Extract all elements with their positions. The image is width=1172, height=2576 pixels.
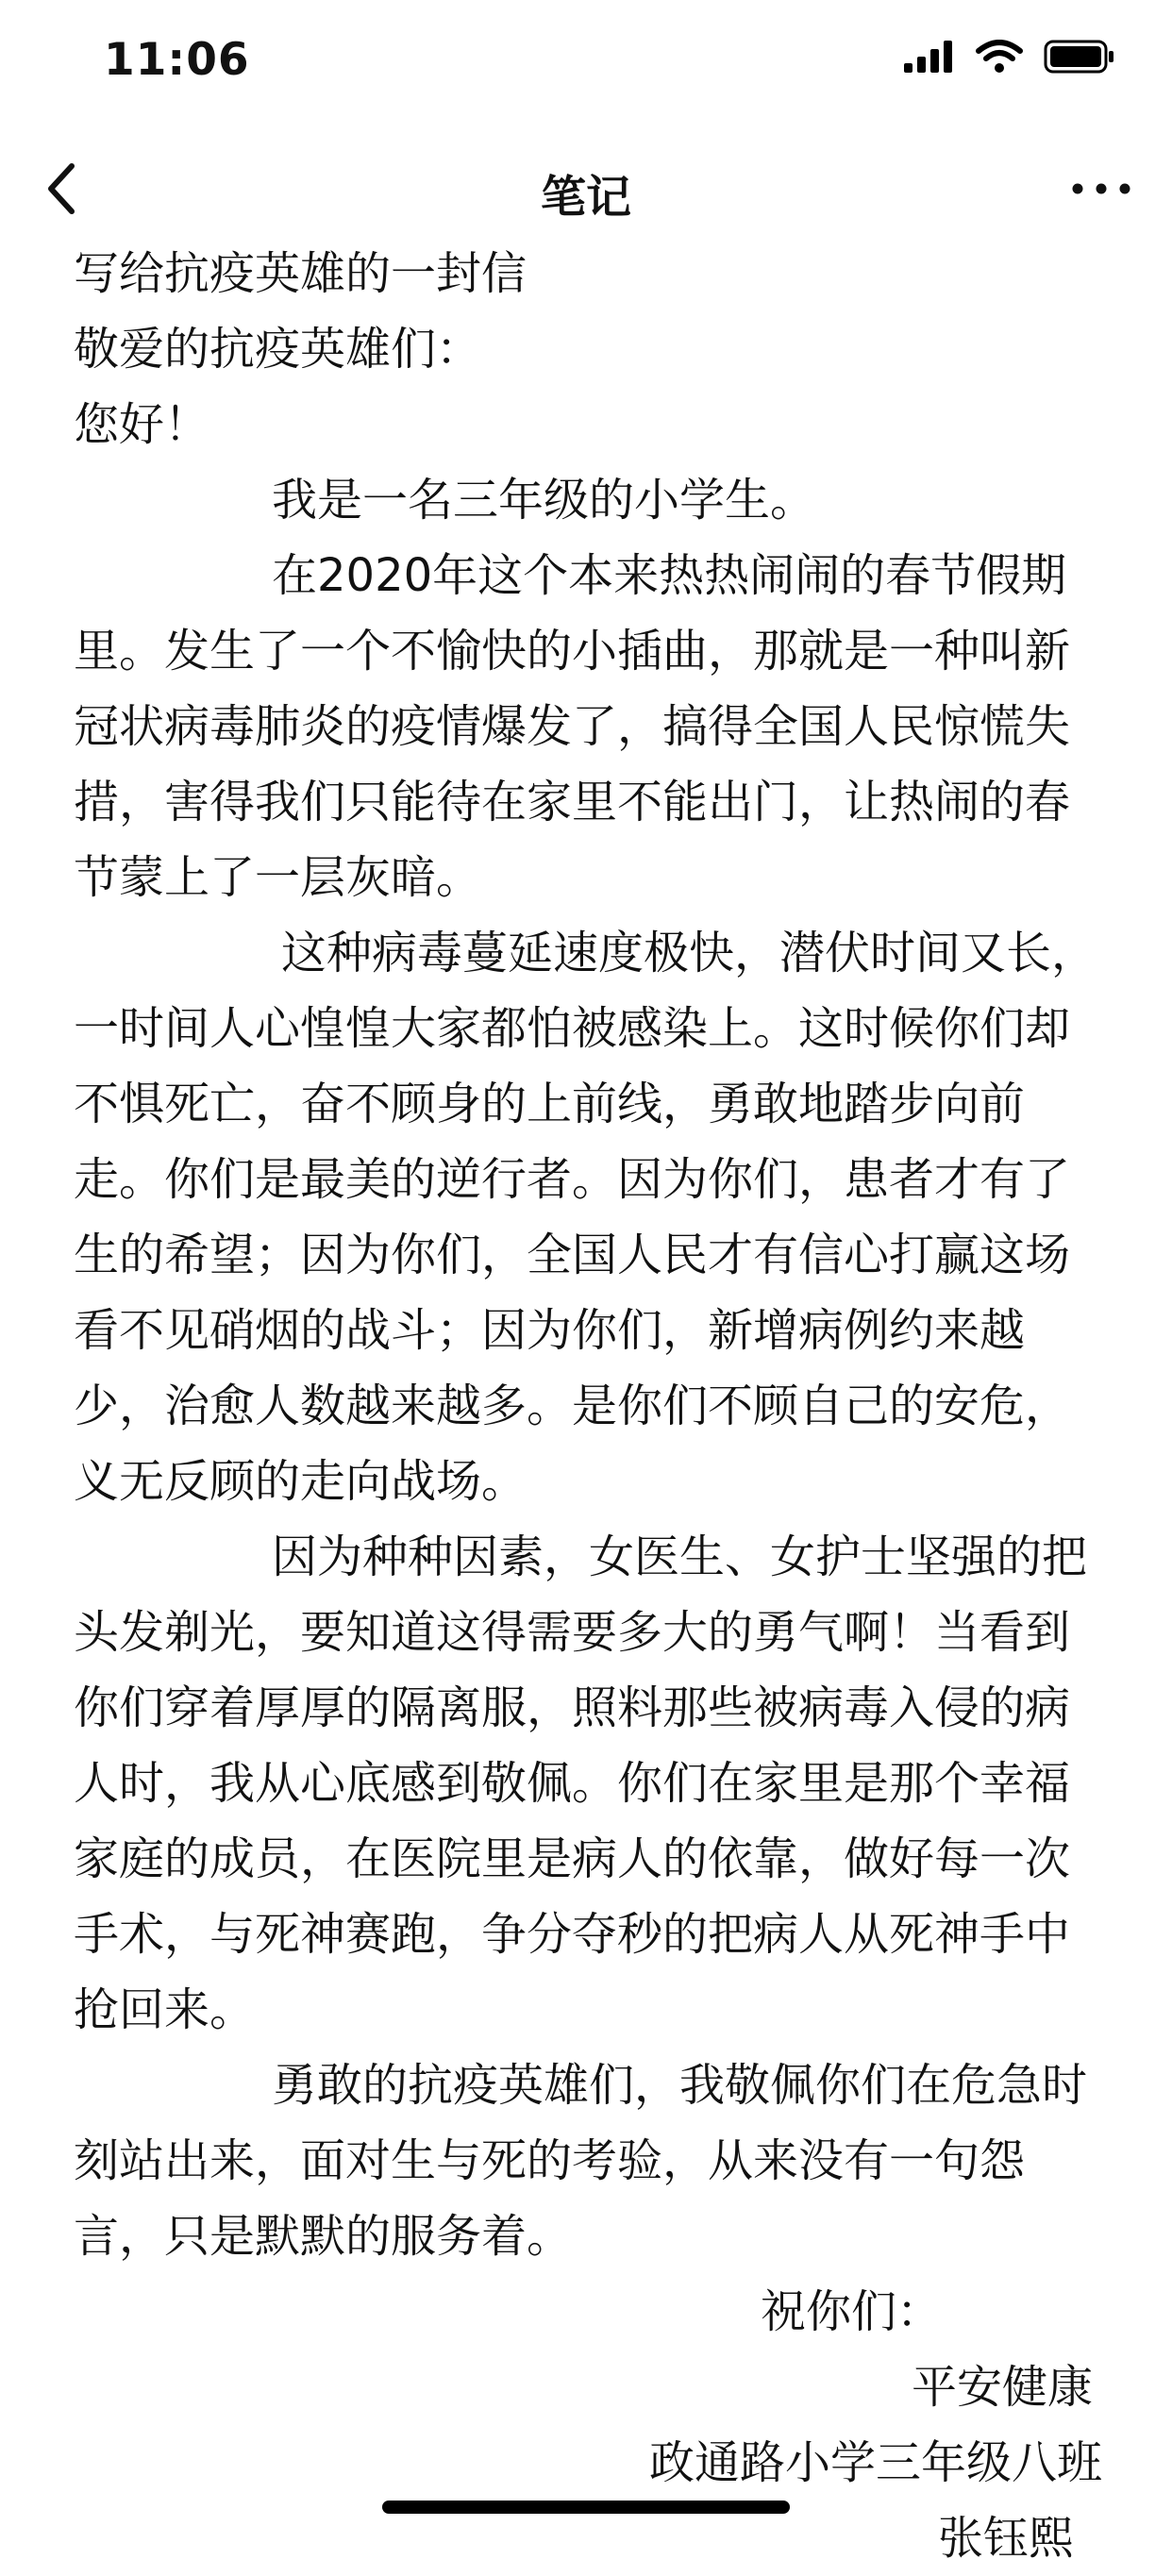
note-closing: 祝你们： <box>760 2285 942 2338</box>
home-indicator[interactable] <box>382 2501 790 2514</box>
note-title-line: 写给抗疫英雄的一封信 <box>74 247 527 300</box>
navigation-bar <box>0 142 1172 236</box>
note-signature: 张钰熙 <box>937 2512 1074 2565</box>
status-time: 11:06 <box>104 34 250 86</box>
page-title: 笔记 <box>540 171 631 224</box>
note-paragraph: 勇敢的抗疫英雄们，我敬佩你们在危急时刻站出来，面对生与死的考验，从来没有一句怨言，只是默默的服务着。 <box>74 2059 1088 2263</box>
note-salutation: 敬爱的抗疫英雄们： <box>74 323 482 376</box>
battery-icon <box>1044 40 1115 74</box>
note-paragraph: 我是一名三年级的小学生。 <box>272 474 816 527</box>
more-button[interactable] <box>1068 170 1134 208</box>
more-horizontal-icon <box>1068 170 1134 208</box>
note-paragraph: 在2020年这个本来热热闹闹的春节假期里。发生了一个不愉快的小插曲，那就是一种叫新冠状病毒肺炎的疫情爆发了，搞得全国人民惊慌失措，害得我们只能待在家里不能出门，让热闹的春节蒙上了一层灰暗。 <box>74 549 1071 904</box>
note-school: 政通路小学三年级八班 <box>648 2436 1102 2489</box>
note-wish: 平安健康 <box>911 2361 1093 2414</box>
note-paragraph: 因为种种因素，女医生、女护士坚强的把头发剃光，要知道这得需要多大的勇气啊！当看到你们穿着厚厚的隔离服，照料那些被病毒入侵的病人时，我从心底感到敬佩。你们在家里是那个幸福家庭的成员，在医院里是病人的依靠，做好每一次手术，与死神赛跑，争分夺秒的把病人从死神手中抢回来。 <box>74 1531 1088 2036</box>
note-greeting: 您好！ <box>74 398 210 451</box>
note-paragraph: 这种病毒蔓延速度极快，潜伏时间又长，一时间人心惶惶大家都怕被感染上。这时候你们却不惧死亡，奋不顾身的上前线，勇敢地踏步向前走。你们是最美的逆行者。因为你们，患者才有了生的希望；因为你们，全国人民才有信心打赢这场看不见硝烟的战斗；因为你们，新增病例约来越少，治愈人数越来越多。是你们不顾自己的安危，义无反顾的走向战场。 <box>74 927 1097 1508</box>
status-bar <box>0 0 1172 132</box>
wifi-icon <box>976 40 1023 74</box>
status-icons <box>904 40 1115 74</box>
cellular-signal-icon <box>904 41 955 73</box>
note-content[interactable] <box>74 236 1102 2576</box>
